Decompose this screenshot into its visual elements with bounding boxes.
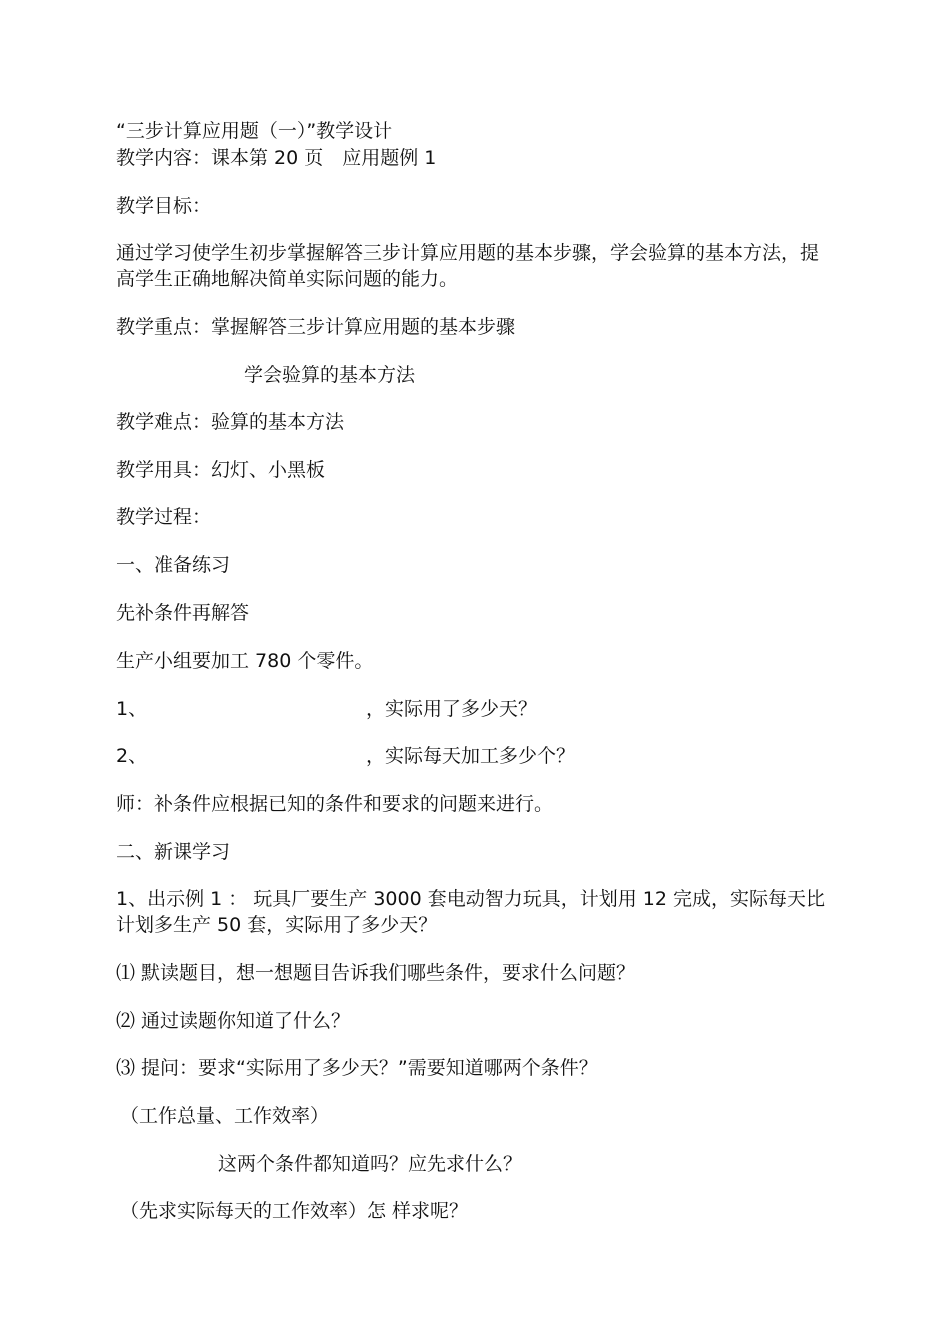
question-1-text: ，实际用了多少天？ — [366, 698, 538, 720]
fill-prompt: 先补条件再解答 — [116, 602, 250, 624]
teaching-content: 教学内容：课本第 20 页 应用题例 1 — [116, 147, 437, 169]
step-1: ⑴ 默读题目，想一想题目告诉我们哪些条件，要求什么问题？ — [116, 962, 636, 984]
section-new-heading: 二、新课学习 — [116, 841, 231, 863]
followup-question: 这两个条件都知道吗？应先求什么？ — [218, 1153, 523, 1175]
teacher-note: 师：补条件应根据已知的条件和要求的问题来进行。 — [116, 793, 554, 815]
process-heading: 教学过程： — [116, 506, 212, 528]
step-2: ⑵ 通过读题你知道了什么？ — [116, 1010, 351, 1032]
answer-2: （先求实际每天的工作效率）怎 样求呢？ — [120, 1200, 469, 1222]
question-1 — [116, 696, 537, 722]
tools: 教学用具：幻灯、小黑板 — [116, 459, 326, 481]
question-2-number: 2、 — [116, 745, 148, 767]
key-point: 教学重点：掌握解答三步计算应用题的基本步骤 — [116, 316, 516, 338]
goal-heading: 教学目标： — [116, 195, 212, 217]
question-2-text: ，实际每天加工多少个？ — [366, 745, 576, 767]
question-1-number: 1、 — [116, 698, 148, 720]
example-problem: 1、出示例 1 ： 玩具厂要生产 3000 套电动智力玩具，计划用 12 完成，实际每天比计划多生产 50 套，实际用了多少天？ — [116, 888, 825, 936]
answer-1: （工作总量、工作效率） — [120, 1105, 330, 1127]
section-prep-heading: 一、准备练习 — [116, 554, 231, 576]
doc-title: “三步计算应用题（一）”教学设计 — [116, 120, 393, 142]
question-2 — [116, 743, 575, 769]
difficulty: 教学难点：验算的基本方法 — [116, 411, 345, 433]
goal-text: 通过学习使学生初步掌握解答三步计算应用题的基本步骤，学会验算的基本方法，提高学生正确地解决简单实际问题的能力。 — [116, 242, 820, 290]
problem-intro: 生产小组要加工 780 个零件。 — [116, 650, 374, 672]
step-3: ⑶ 提问：要求“实际用了多少天？”需要知道哪两个条件？ — [116, 1057, 598, 1079]
key-point-secondary: 学会验算的基本方法 — [244, 364, 416, 386]
